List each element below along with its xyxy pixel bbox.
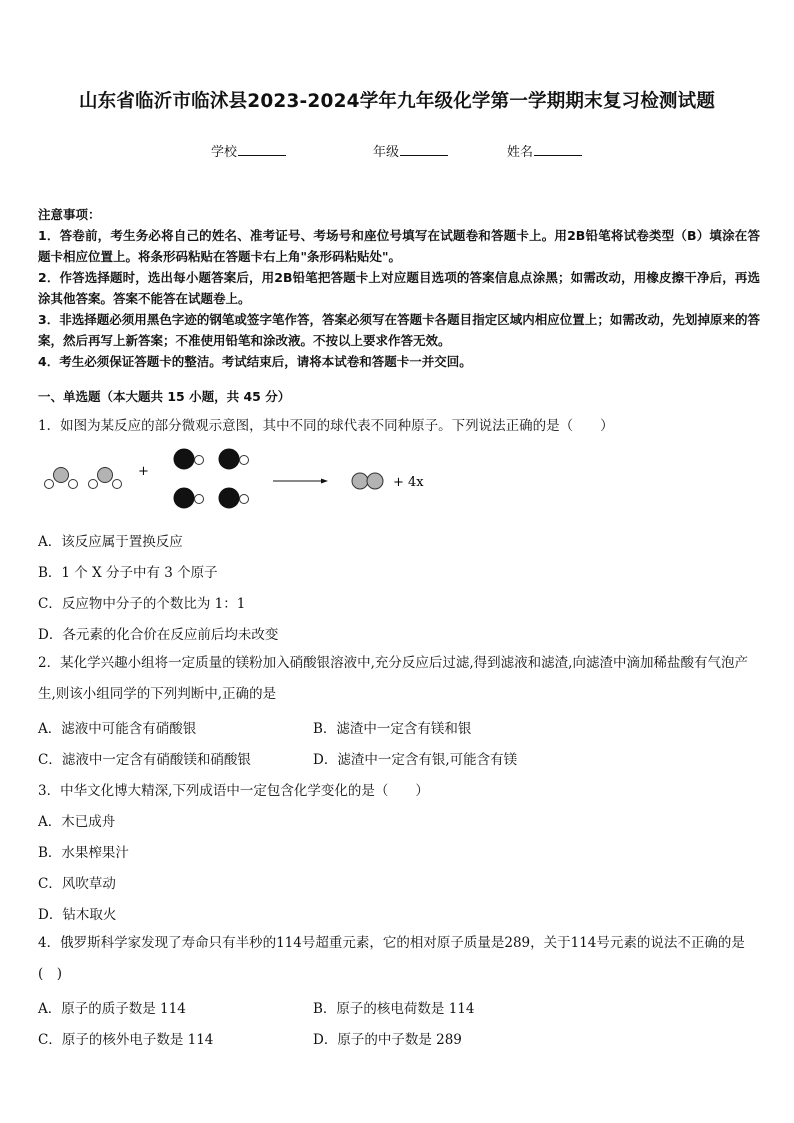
q4-option-b: B．原子的核电荷数是 114 xyxy=(313,1001,475,1017)
grade-field xyxy=(373,141,448,160)
name-blank xyxy=(534,143,582,156)
q1-option-b: B．1 个 X 分子中有 3 个原子 xyxy=(38,565,218,581)
reactant-molecule-3 xyxy=(174,449,204,469)
notes-block xyxy=(38,204,760,372)
exam-title: 山东省临沂市临沭县2023-2024学年九年级化学第一学期期末复习检测试题 xyxy=(78,91,716,112)
q3-option-b: B．水果榨果汁 xyxy=(38,845,129,861)
q2-option-d: D．滤渣中一定含有银,可能含有镁 xyxy=(313,752,518,768)
reaction-diagram xyxy=(38,440,438,518)
note-item-1: 1．答卷前，考生务必将自己的姓名、准考证号、考场号和座位号填写在试题卷和答题卡上。用2B铅笔将试卷类型（B）填涂在答题卡相应位置上。将条形码粘贴在答题卡右上角"条形码粘贴处"。 xyxy=(38,228,760,264)
reactant-molecule-4 xyxy=(219,449,249,469)
reactant-molecule-5 xyxy=(174,488,204,508)
grade-label: 年级 xyxy=(373,145,400,160)
reaction-arrow xyxy=(273,479,328,484)
q4-option-c: C．原子的核外电子数是 114 xyxy=(38,1032,214,1048)
reactant-molecule-1 xyxy=(45,468,78,489)
q1-option-a: A．该反应属于置换反应 xyxy=(38,534,183,550)
q3-option-c: C．风吹草动 xyxy=(38,876,116,892)
school-field xyxy=(211,141,286,160)
grade-blank xyxy=(400,143,448,156)
school-blank xyxy=(238,143,286,156)
name-label: 姓名 xyxy=(507,145,534,160)
q2-option-c: C．滤液中一定含有硝酸镁和硝酸银 xyxy=(38,752,251,768)
product-label: + 4x xyxy=(393,475,424,490)
plus-sign: + xyxy=(138,464,149,479)
product-molecule xyxy=(352,473,383,489)
school-label: 学校 xyxy=(211,145,238,160)
notes-heading: 注意事项： xyxy=(38,207,101,222)
q1-option-c: C．反应物中分子的个数比为 1：1 xyxy=(38,596,246,612)
q3-option-a: A．木已成舟 xyxy=(38,814,116,830)
reactant-molecule-6 xyxy=(219,488,249,508)
q2-option-a: A．滤液中可能含有硝酸银 xyxy=(38,721,197,737)
q2-option-b: B．滤渣中一定含有镁和银 xyxy=(313,721,472,737)
section-heading: 一、单选题（本大题共 15 小题，共 45 分） xyxy=(38,389,291,404)
q1-option-d: D．各元素的化合价在反应前后均未改变 xyxy=(38,627,279,643)
note-item-2: 2．作答选择题时，选出每小题答案后，用2B铅笔把答题卡上对应题目选项的答案信息点涂黑；如需改动，用橡皮擦干净后，再选涂其他答案。答案不能答在试题卷上。 xyxy=(38,270,760,306)
q4-stem: 4．俄罗斯科学家发现了寿命只有半秒的114号超重元素，它的相对原子质量是289，关于114号元素的说法不正确的是( ) xyxy=(38,935,745,982)
q3-stem: 3．中华文化博大精深,下列成语中一定包含化学变化的是（ ） xyxy=(38,783,429,799)
name-field xyxy=(507,141,582,160)
q3-option-d: D．钻木取火 xyxy=(38,907,117,923)
q4-option-d: D．原子的中子数是 289 xyxy=(313,1032,462,1048)
note-item-4: 4．考生必须保证答题卡的整洁。考试结束后，请将本试卷和答题卡一并交回。 xyxy=(38,354,472,369)
reactant-molecule-2 xyxy=(89,468,122,489)
q1-stem: 1．如图为某反应的部分微观示意图，其中不同的球代表不同种原子。下列说法正确的是（ ） xyxy=(38,418,614,434)
note-item-3: 3．非选择题必须用黑色字迹的钢笔或签字笔作答，答案必须写在答题卡各题目指定区域内相应位置上；如需改动，先划掉原来的答案，然后再写上新答案；不准使用铅笔和涂改液。不按以上要求作答无效。 xyxy=(38,312,760,348)
q2-stem: 2．某化学兴趣小组将一定质量的镁粉加入硝酸银溶液中,充分反应后过滤,得到滤液和滤渣,向滤渣中滴加稀盐酸有气泡产生,则该小组同学的下列判断中,正确的是 xyxy=(38,655,748,702)
q4-option-a: A．原子的质子数是 114 xyxy=(38,1001,186,1017)
